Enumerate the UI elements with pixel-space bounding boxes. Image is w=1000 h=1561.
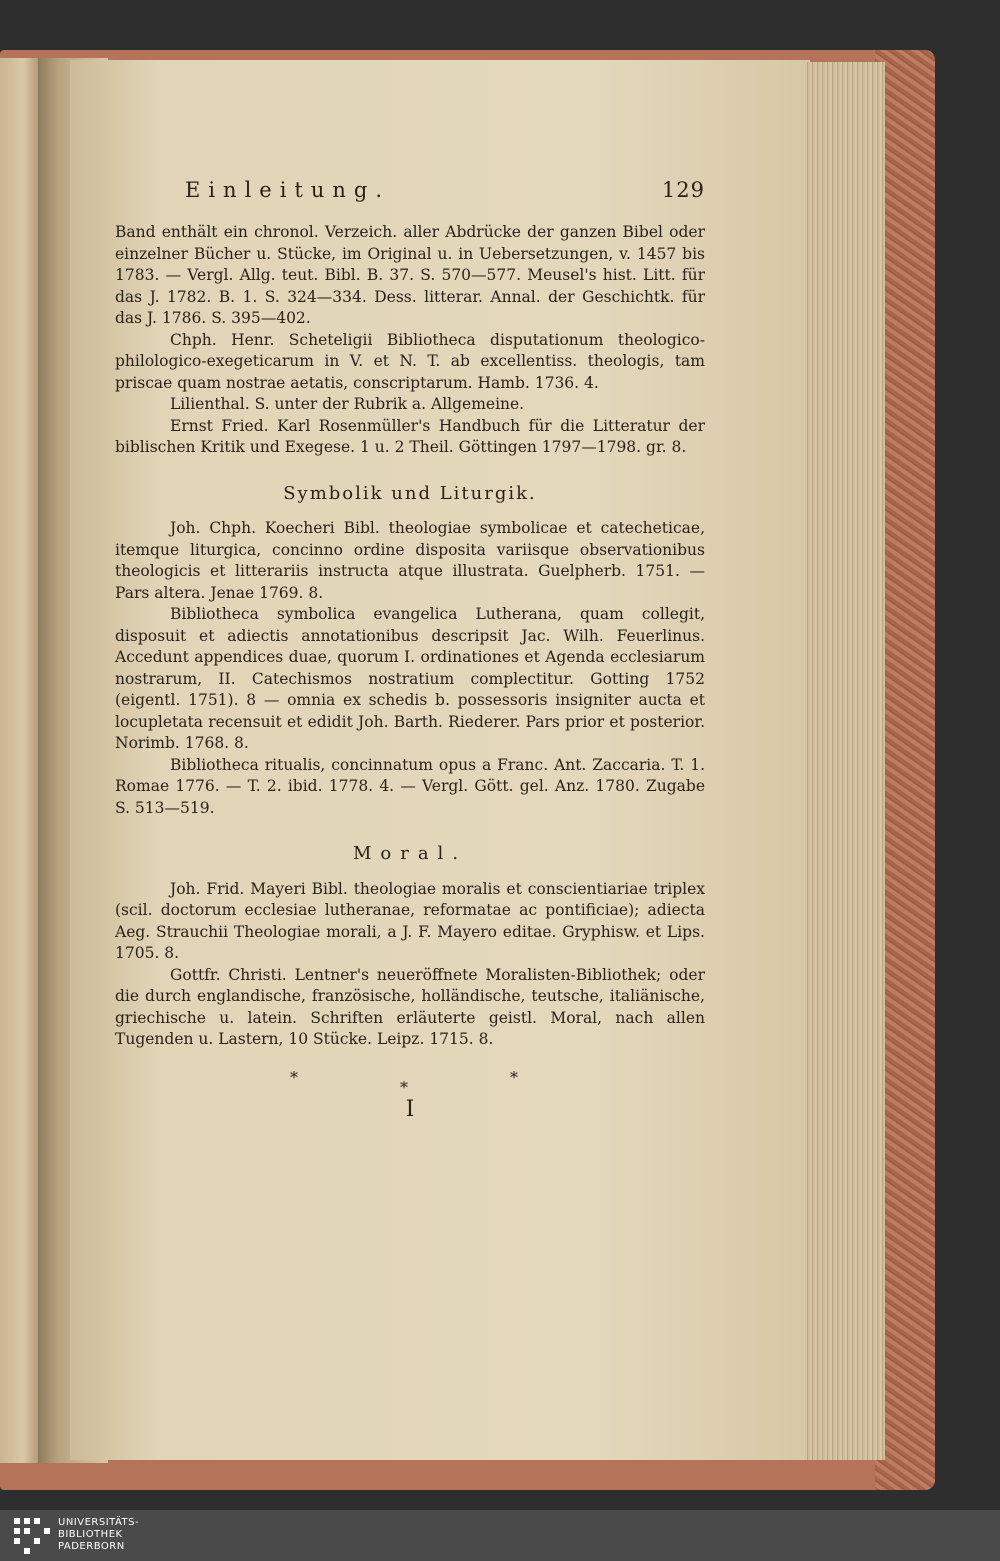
library-logo-text [58, 1517, 139, 1553]
page-text [115, 180, 705, 1120]
section-heading: Moral. [352, 843, 468, 864]
running-head: Einleitung. [185, 178, 391, 202]
paragraph: Gottfr. Christi. Lentner's neueröffnete Moralisten-Bibliothek; oder die durch englandische, französische, holländische, teutsche, italiänische, griechische u. latein. Schriften erläuterte geistl. Moral, nach allen Tugenden u. Lastern, 10 Stücke. Leipz. 1715. 8. [115, 965, 705, 1048]
page-number: 129 [661, 178, 705, 202]
signature-mark: I [405, 1096, 415, 1122]
paragraph: Joh. Frid. Mayeri Bibl. theologiae moralis et conscientiariae triplex (scil. doctorum ecclesiae lutheranae, reformatae ac pontificiae); adiecta Aeg. Strauchii Theologiae morali, a J. F. Mayero editae. Gryphisw. et Lips. 1705. 8. [115, 879, 705, 962]
paragraph: Bibliotheca symbolica evangelica Lutherana, quam collegit, disposuit et adiectis annotationibus descripsit Jac. Wilh. Feuerlinus. Accedunt appendices duae, quorum I. ordinationes et Agenda ecclesiarum nostrarum, II. Catechismos nostratium complectitur. Gotting 1752 (eigentl. 1751). 8 — omnia ex schedis b. possessoris insigniter aucta et locupletata recensuit et edidit Joh. Barth. Riederer. Pars prior et posterior. Norimb. 1768. 8. [115, 605, 705, 752]
paragraph: Chph. Henr. Scheteligii Bibliotheca disputationum theologico-philologico-exegeticarum in V. et N. T. ab excellentiss. theologis, tam priscae quam nostrae aetatis, conscriptarum. Hamb. 1736. 4. [115, 330, 705, 392]
paragraph: Lilienthal. S. unter der Rubrik a. Allgemeine. [170, 395, 525, 413]
paragraph: Band enthält ein chronol. Verzeich. aller Abdrücke der ganzen Bibel oder einzelner Bücher u. Stücke, im Original u. in Uebersetzungen, v. 1457 bis 1783. — Vergl. Allg. teut. Bibl. B. 37. S. 570—577. Meusel's hist. Litt. für das J. 1782. B. 1. S. 324—334. Dess. litterar. Annal. der Geschichtk. für das J. 1786. S. 395—402. [115, 223, 705, 327]
section-heading: Symbolik und Liturgik. [283, 482, 537, 504]
ornament-stars [115, 1065, 705, 1105]
left-page-edge [0, 58, 38, 1463]
paragraph: Bibliotheca ritualis, concinnatum opus a Franc. Ant. Zaccaria. T. 1. Romae 1776. — T. 2. ibid. 1778. 4. — Vergl. Gött. gel. Anz. 1780. Zugabe S. 513—519. [115, 755, 705, 817]
star-ornament: * [400, 1077, 408, 1097]
logo-line: BIBLIOTHEK [58, 1529, 123, 1540]
star-ornament: * [290, 1067, 298, 1087]
logo-line: PADERBORN [58, 1541, 125, 1552]
page-header [115, 180, 705, 220]
library-logo-icon [12, 1516, 52, 1556]
library-footer [0, 1510, 1000, 1561]
paragraph: Ernst Fried. Karl Rosenmüller's Handbuch für die Litteratur der biblischen Kritik und Exegese. 1 u. 2 Theil. Göttingen 1797—1798. gr. 8. [115, 416, 705, 456]
paragraph: Joh. Chph. Koecheri Bibl. theologiae symbolicae et catecheticae, itemque liturgica, concinno ordine disposita variisque observationibus theologicis et litterariis instructa atque illustrata. Guelpherb. 1751. — Pars altera. Jenae 1769. 8. [115, 519, 705, 602]
logo-line: UNIVERSITÄTS- [58, 1517, 140, 1528]
page-edges [805, 62, 885, 1460]
star-ornament: * [510, 1067, 518, 1087]
